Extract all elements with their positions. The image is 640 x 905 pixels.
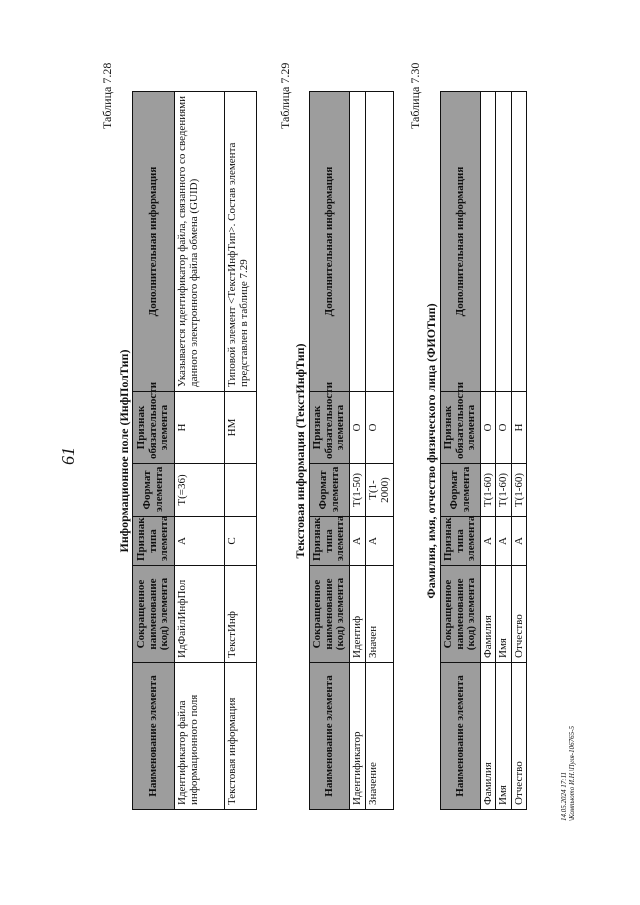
header-cell: Сокращенное наименование (код) элемента xyxy=(441,566,481,663)
table-cell: T(1-50) xyxy=(350,464,366,517)
table-cell: T(1-2000) xyxy=(366,464,394,517)
table-cell: Идентификатор файла информационного поля xyxy=(175,663,225,810)
table-cell: А xyxy=(481,517,496,566)
table-header-row xyxy=(310,92,350,810)
header-cell: Дополнительная информация xyxy=(133,92,175,392)
table-header-row xyxy=(133,92,175,810)
table-row xyxy=(481,92,496,810)
table-cell xyxy=(511,92,526,392)
header-cell: Признак типа элемента xyxy=(441,517,481,566)
header-cell: Наименование элемента xyxy=(310,663,350,810)
table-caption: Таблица 7.30 xyxy=(408,62,422,129)
table-cell: Идентификатор xyxy=(350,663,366,810)
table-cell: О xyxy=(350,392,366,464)
table-cell: ТекстИнф xyxy=(225,566,257,663)
table-cell xyxy=(496,92,511,392)
table-row xyxy=(225,92,257,810)
table-cell: T(1-60) xyxy=(481,464,496,517)
table-cell: T(1-60) xyxy=(511,464,526,517)
table-row xyxy=(511,92,526,810)
table-cell: НМ xyxy=(225,392,257,464)
table-cell: О xyxy=(496,392,511,464)
header-cell: Признак обязательности элемента xyxy=(310,392,350,464)
table-header-row xyxy=(441,92,481,810)
signature-footer xyxy=(560,726,577,821)
table-title: Информационное поле (ИнфПолТип) xyxy=(117,349,131,553)
table-cell: С xyxy=(225,517,257,566)
table-row xyxy=(175,92,225,810)
header-cell: Дополнительная информация xyxy=(310,92,350,392)
table-cell: Н xyxy=(511,392,526,464)
table-7-29 xyxy=(309,91,394,810)
table-7-30 xyxy=(440,91,527,810)
footer-signer: \Компьюто И.Н.\Пуля-106765-5 xyxy=(568,726,577,821)
table-cell: Значен xyxy=(366,566,394,663)
table-cell: Н xyxy=(175,392,225,464)
table-cell xyxy=(350,92,366,392)
table-cell: А xyxy=(175,517,225,566)
table-row xyxy=(350,92,366,810)
page-number: 61 xyxy=(58,447,78,465)
header-cell: Признак типа элемента xyxy=(310,517,350,566)
header-cell: Дополнительная информация xyxy=(441,92,481,392)
table-cell: T(=36) xyxy=(175,464,225,517)
header-cell: Наименование элемента xyxy=(133,663,175,810)
table-cell xyxy=(366,92,394,392)
table-cell: А xyxy=(366,517,394,566)
table-cell: Отчество xyxy=(511,663,526,810)
table-caption: Таблица 7.28 xyxy=(100,62,114,129)
table-title: Фамилия, имя, отчество физического лица (ФИОТип) xyxy=(424,303,438,599)
table-row xyxy=(366,92,394,810)
header-cell: Признак обязательности элемента xyxy=(441,392,481,464)
table-cell: Текстовая информация xyxy=(225,663,257,810)
table-cell: Фамилия xyxy=(481,566,496,663)
table-cell: А xyxy=(511,517,526,566)
table-cell xyxy=(225,464,257,517)
header-cell: Сокращенное наименование (код) элемента xyxy=(133,566,175,663)
table-cell: Указывается идентификатор файла, связанного со сведениями данного электронного файла обмена (GUID) xyxy=(175,92,225,392)
header-cell: Формат элемента xyxy=(133,464,175,517)
header-cell: Формат элемента xyxy=(310,464,350,517)
table-cell: Типовой элемент <ТекстИнфТип>. Состав элемента представлен в таблице 7.29 xyxy=(225,92,257,392)
table-caption: Таблица 7.29 xyxy=(278,62,292,129)
table-cell: Фамилия xyxy=(481,663,496,810)
table-cell: А xyxy=(350,517,366,566)
table-title: Текстовая информация (ТекстИнфТип) xyxy=(293,343,307,559)
header-cell: Признак обязательности элемента xyxy=(133,392,175,464)
table-cell: А xyxy=(496,517,511,566)
table-cell: Отчество xyxy=(511,566,526,663)
table-cell: Идентиф xyxy=(350,566,366,663)
table-cell: T(1-60) xyxy=(496,464,511,517)
table-cell: О xyxy=(366,392,394,464)
table-row xyxy=(496,92,511,810)
table-cell: Имя xyxy=(496,663,511,810)
header-cell: Сокращенное наименование (код) элемента xyxy=(310,566,350,663)
header-cell: Признак типа элемента xyxy=(133,517,175,566)
table-7-28 xyxy=(132,91,257,810)
table-cell: Имя xyxy=(496,566,511,663)
header-cell: Наименование элемента xyxy=(441,663,481,810)
footer-date: 14.05.2024 17:11 xyxy=(560,771,568,821)
table-cell: ИдФайлИнфПол xyxy=(175,566,225,663)
table-cell: О xyxy=(481,392,496,464)
table-cell xyxy=(481,92,496,392)
header-cell: Формат элемента xyxy=(441,464,481,517)
table-cell: Значение xyxy=(366,663,394,810)
